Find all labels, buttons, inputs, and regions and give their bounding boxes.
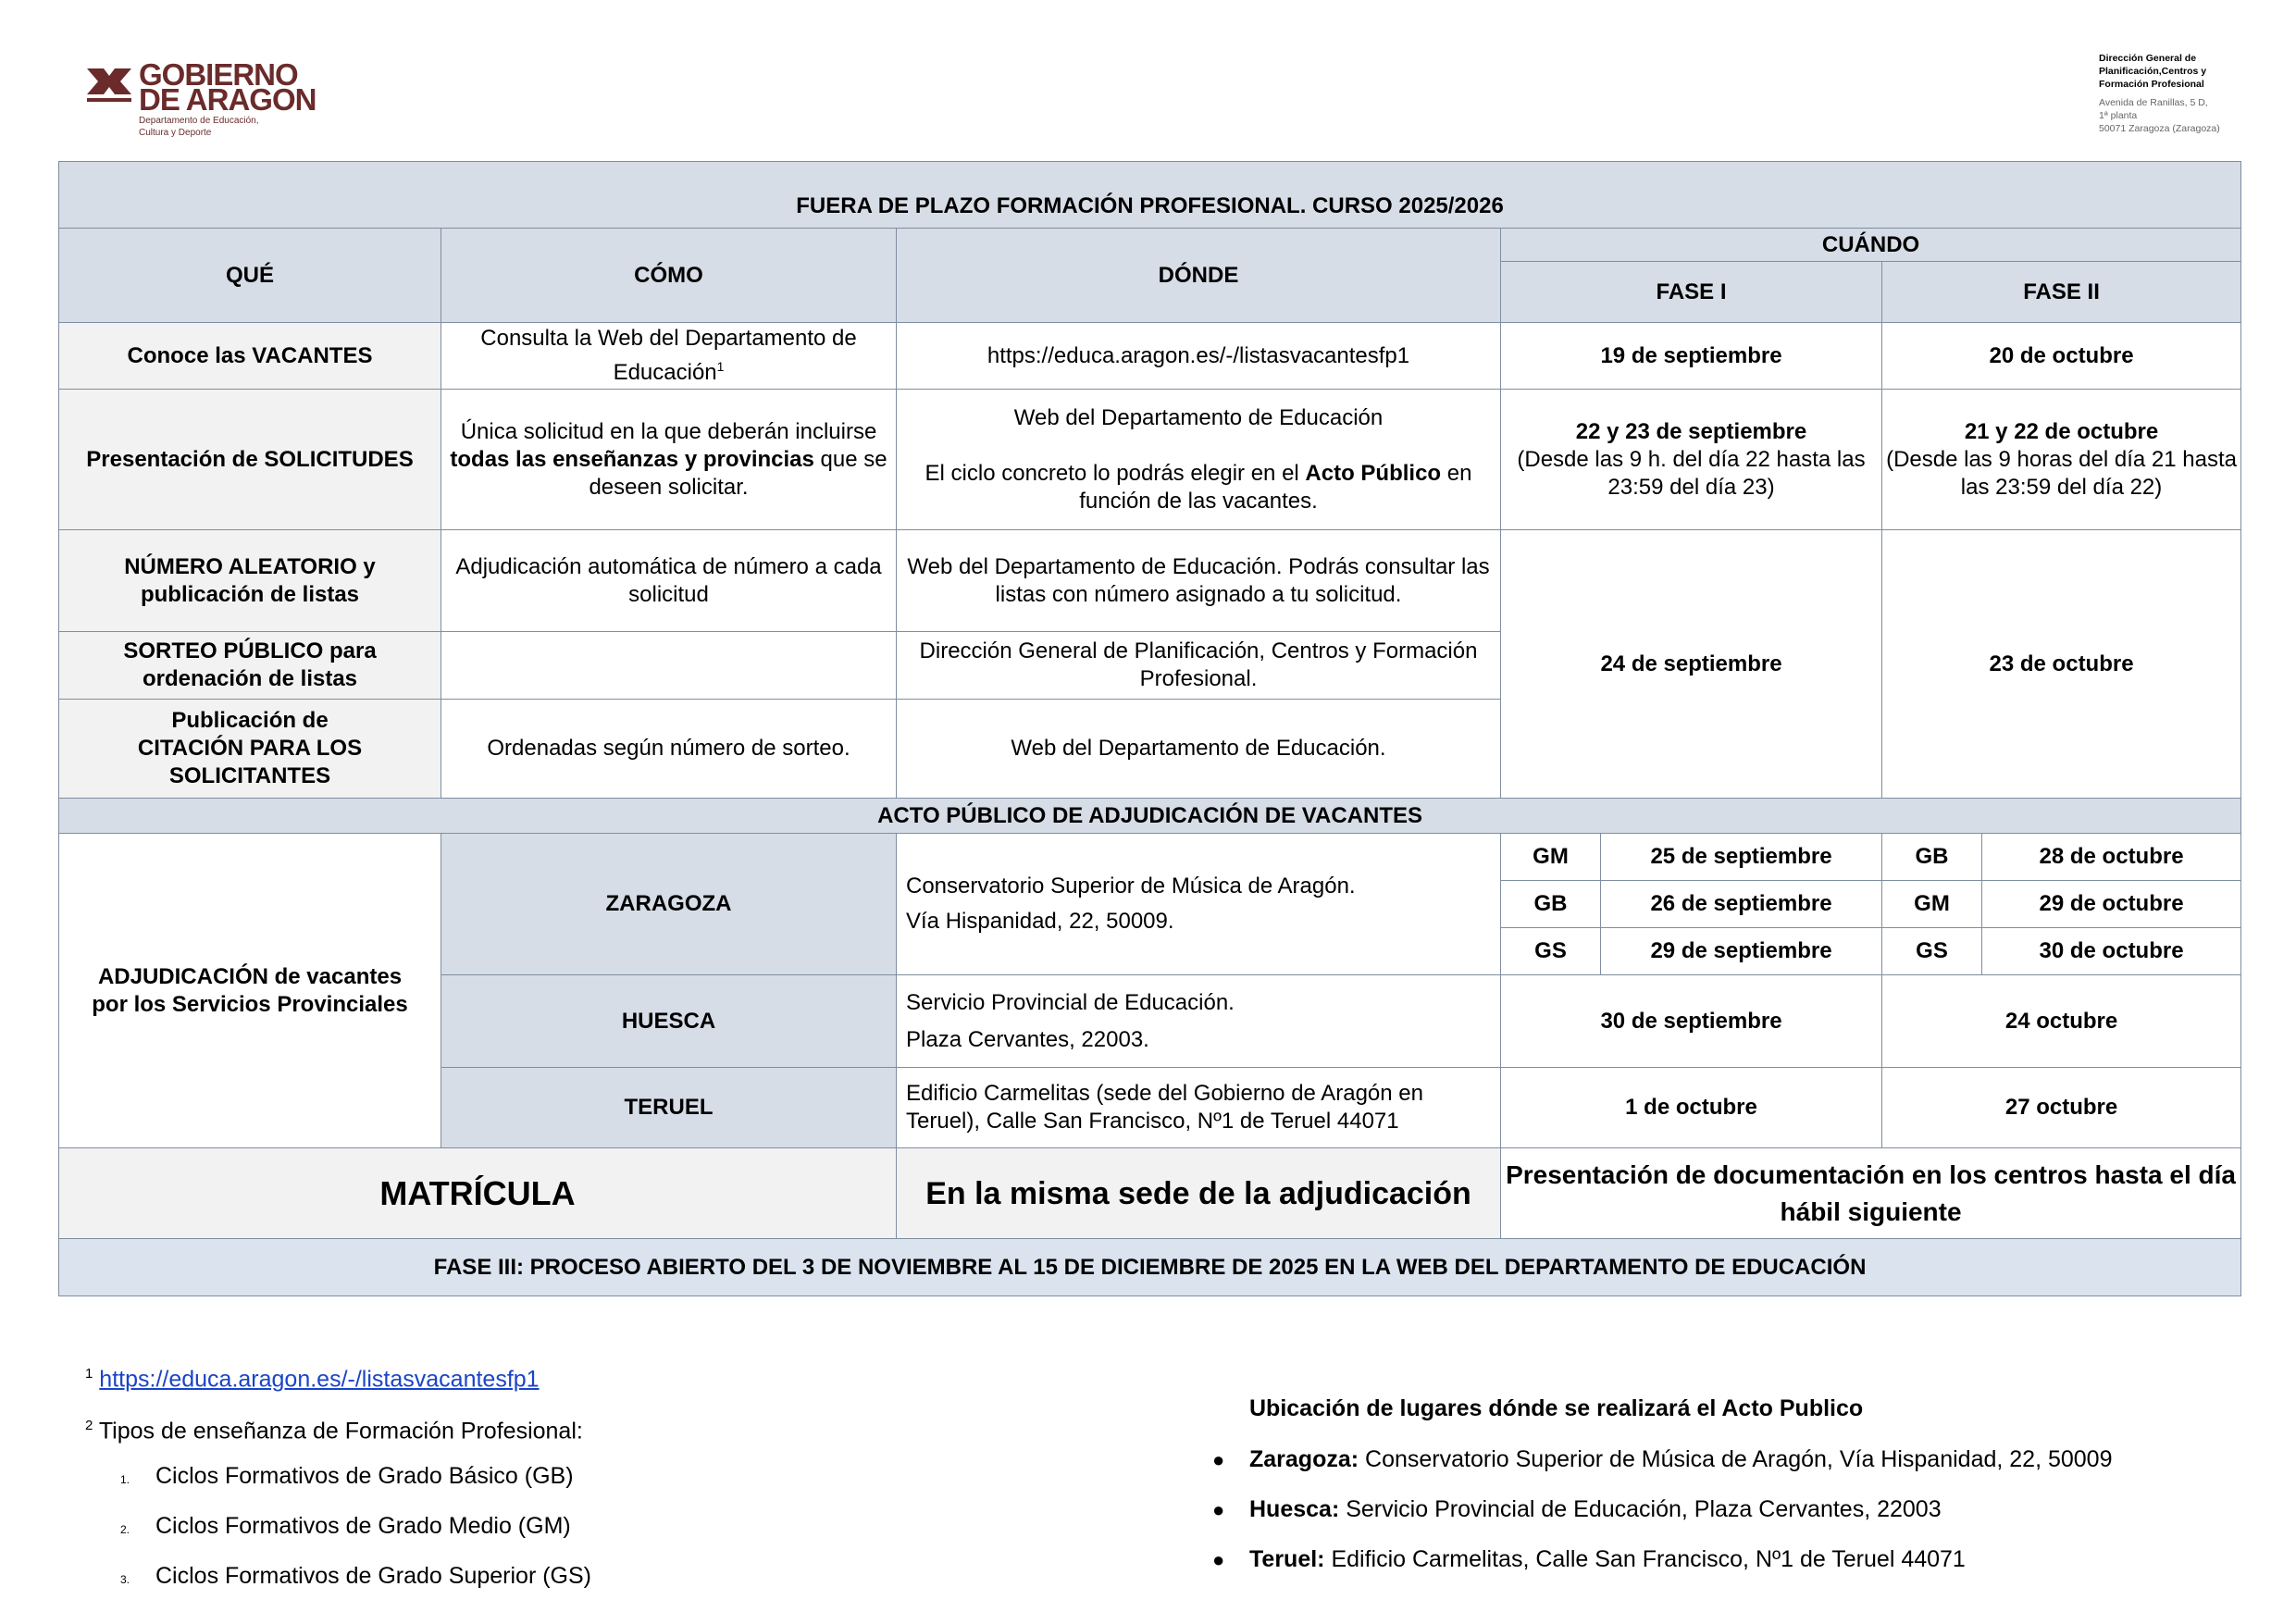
row-sorteo-como (441, 632, 897, 700)
footnote-link[interactable]: https://educa.aragon.es/-/listasvacantesfp1 (99, 1366, 540, 1393)
dg-line3: Formación Profesional (2099, 79, 2204, 90)
row-solicitudes-donde: Web del Departamento de Educación El ciclo concreto lo podrás elegir en el Acto Público en función de las vacantes. (897, 390, 1501, 530)
row-vacantes-fase1: 19 de septiembre (1501, 323, 1882, 390)
bullet-icon: ● (1212, 1548, 1225, 1571)
list-item: ● Zaragoza: Conservatorio Superior de Música de Aragón, Vía Hispanidad, 22, 50009 (1212, 1446, 2113, 1472)
row-solicitudes-fase2: 21 y 22 de octubre (Desde las 9 horas del día 21 hasta las 23:59 del día 22) (1882, 390, 2241, 530)
logo-subtitle: Departamento de Educación, Cultura y Deporte (139, 116, 259, 138)
row-citacion-como: Ordenadas según número de sorteo. (441, 700, 897, 799)
header-como: CÓMO (441, 229, 897, 323)
table-row (59, 834, 2241, 881)
row-sorteo-donde: Dirección General de Planificación, Centros y Formación Profesional. (897, 632, 1501, 700)
table-title: FUERA DE PLAZO FORMACIÓN PROFESIONAL. CURSO 2025/2026 (59, 162, 2241, 229)
table-row (59, 323, 2241, 390)
footnote-2: $^2$ Tipos de enseñanza de Formación Profesional: (85, 1418, 583, 1444)
row-vacantes-fase2: 20 de octubre (1882, 323, 2241, 390)
row-aleatorio-donde: Web del Departamento de Educación. Podrás consultar las listas con número asignado a tu solicitud. (897, 530, 1501, 632)
teruel-donde: Edificio Carmelitas (sede del Gobierno de Aragón en Teruel), Calle San Francisco, Nº1 de Teruel 44071 (897, 1068, 1501, 1148)
zaragoza-fase1-ciclo: GS (1501, 928, 1601, 975)
header-cuando: CUÁNDO (1501, 229, 2241, 262)
row-aleatorio-como: Adjudicación automática de número a cada solicitud (441, 530, 897, 632)
row-citacion-donde: Web del Departamento de Educación. (897, 700, 1501, 799)
zaragoza-fase1-fecha: 26 de septiembre (1601, 881, 1882, 928)
row-solicitudes-como: Única solicitud en la que deberán incluirse todas las enseñanzas y provincias que se deseen solicitar. (441, 390, 897, 530)
zaragoza-fase1-fecha: 25 de septiembre (1601, 834, 1882, 881)
huesca-fase1: 30 de septiembre (1501, 975, 1882, 1068)
zaragoza-fase2-ciclo: GS (1882, 928, 1982, 975)
matricula-cuando: Presentación de documentación en los centros hasta el día hábil siguiente (1501, 1148, 2241, 1239)
provincia-huesca: HUESCA (441, 975, 897, 1068)
huesca-donde: Servicio Provincial de Educación. Plaza Cervantes, 22003. (897, 975, 1501, 1068)
zaragoza-fase2-fecha: 30 de octubre (1982, 928, 2241, 975)
list-item: ● Huesca: Servicio Provincial de Educación, Plaza Cervantes, 22003 (1212, 1496, 1942, 1522)
direccion-general-block (2099, 52, 2238, 135)
row-vacantes-que: Conoce las VACANTES (59, 323, 441, 390)
row-listas-fase2: 23 de octubre (1882, 530, 2241, 799)
row-solicitudes-fase1: 22 y 23 de septiembre (Desde las 9 h. del día 22 hasta las 23:59 del día 23) (1501, 390, 1882, 530)
zaragoza-fase1-ciclo: GB (1501, 881, 1601, 928)
matricula-label: MATRÍCULA (59, 1148, 897, 1239)
list-item: 1. Ciclos Formativos de Grado Básico (GB) (120, 1463, 574, 1489)
acto-publico-title: ACTO PÚBLICO DE ADJUDICACIÓN DE VACANTES (59, 799, 2241, 834)
row-sorteo-que: SORTEO PÚBLICO para ordenación de listas (59, 632, 441, 700)
aragon-logo-icon (85, 63, 133, 111)
logo-line2: DE ARAGON (139, 82, 316, 117)
dg-line2: Planificación,Centros y (2099, 66, 2207, 77)
list-item: 3. Ciclos Formativos de Grado Superior (GS) (120, 1563, 591, 1589)
row-listas-fase1: 24 de septiembre (1501, 530, 1882, 799)
zaragoza-fase1-fecha: 29 de septiembre (1601, 928, 1882, 975)
teruel-fase2: 27 octubre (1882, 1068, 2241, 1148)
table-row (59, 530, 2241, 632)
gobierno-aragon-logo (85, 59, 363, 143)
header-fase1: FASE I (1501, 262, 1882, 323)
row-vacantes-como: Consulta la Web del Departamento de Educación$^1$ (441, 323, 897, 390)
list-item: ● Teruel: Edificio Carmelitas, Calle San Francisco, Nº1 de Teruel 44071 (1212, 1546, 1966, 1572)
footnote-1: $^1$ https://educa.aragon.es/-/listasvacantesfp1 (85, 1366, 540, 1393)
zaragoza-fase2-ciclo: GM (1882, 881, 1982, 928)
table-row (59, 1148, 2241, 1239)
header-donde: DÓNDE (897, 229, 1501, 323)
row-solicitudes-que: Presentación de SOLICITUDES (59, 390, 441, 530)
provincia-teruel: TERUEL (441, 1068, 897, 1148)
row-vacantes-donde: https://educa.aragon.es/-/listasvacantesfp1 (897, 323, 1501, 390)
addr-line1: Avenida de Ranillas, 5 D, (2099, 97, 2208, 108)
zaragoza-fase2-ciclo: GB (1882, 834, 1982, 881)
ubicacion-title: Ubicación de lugares dónde se realizará el Acto Publico (1249, 1395, 1864, 1421)
dg-line1: Dirección General de (2099, 53, 2197, 64)
header-fase2: FASE II (1882, 262, 2241, 323)
matricula-donde: En la misma sede de la adjudicación (897, 1148, 1501, 1239)
zaragoza-fase1-ciclo: GM (1501, 834, 1601, 881)
row-aleatorio-que: NÚMERO ALEATORIO y publicación de listas (59, 530, 441, 632)
calendario-table (58, 161, 2241, 1296)
zaragoza-fase2-fecha: 29 de octubre (1982, 881, 2241, 928)
list-item: 2. Ciclos Formativos de Grado Medio (GM) (120, 1513, 571, 1539)
adjudicacion-label: ADJUDICACIÓN de vacantes por los Servicios Provinciales (59, 834, 441, 1148)
addr-line2: 1ª planta (2099, 110, 2138, 121)
addr-line3: 50071 Zaragoza (Zaragoza) (2099, 123, 2220, 134)
table-row (59, 390, 2241, 530)
fase3-banner: FASE III: PROCESO ABIERTO DEL 3 DE NOVIEMBRE AL 15 DE DICIEMBRE DE 2025 EN LA WEB DEL DEPARTAMENTO DE EDUCACIÓN (59, 1239, 2241, 1296)
header-que: QUÉ (59, 229, 441, 323)
teruel-fase1: 1 de octubre (1501, 1068, 1882, 1148)
bullet-icon: ● (1212, 1498, 1225, 1521)
zaragoza-fase2-fecha: 28 de octubre (1982, 834, 2241, 881)
zaragoza-donde: Conservatorio Superior de Música de Aragón. Vía Hispanidad, 22, 50009. (897, 834, 1501, 975)
huesca-fase2: 24 octubre (1882, 975, 2241, 1068)
row-citacion-que: Publicación de CITACIÓN PARA LOS SOLICITANTES (59, 700, 441, 799)
logo-line1: GOBIERNO (139, 57, 298, 92)
provincia-zaragoza: ZARAGOZA (441, 834, 897, 975)
bullet-icon: ● (1212, 1448, 1225, 1471)
